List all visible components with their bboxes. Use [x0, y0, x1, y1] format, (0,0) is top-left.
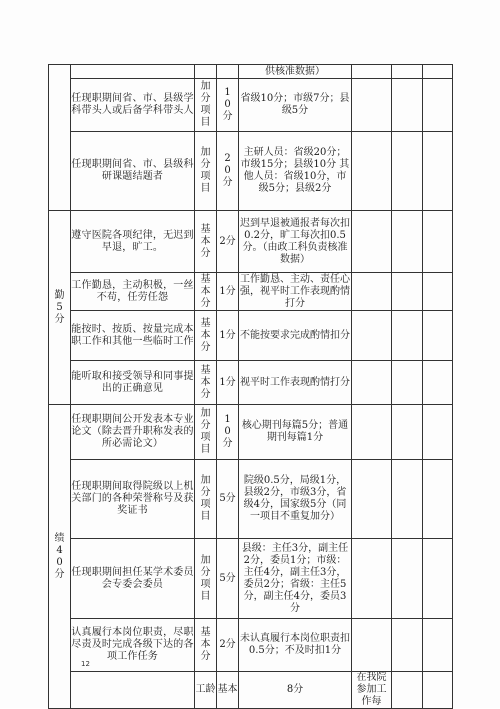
blank-cell	[352, 132, 392, 211]
score-cell: 5分	[217, 460, 239, 539]
item-cell: 工龄	[195, 672, 217, 709]
blank-cell	[352, 273, 392, 311]
score-cell: 8分	[239, 672, 352, 709]
standard-cell: 不能按要求完成酌情扣分	[239, 311, 352, 361]
score-cell	[217, 65, 239, 79]
type-cell: 基本分	[195, 361, 217, 405]
type-cell: 加分项目	[195, 460, 217, 539]
type-cell: 基本	[217, 672, 239, 709]
blank-cell	[392, 79, 423, 132]
item-cell: 能听取和接受领导和同事提出的正确意见	[71, 361, 195, 405]
table-row	[49, 79, 453, 132]
blank-cell	[392, 65, 423, 79]
blank-cell	[423, 361, 453, 405]
blank-cell	[352, 79, 392, 132]
table-row	[49, 65, 453, 79]
page-number: 12	[81, 660, 90, 668]
type-cell	[195, 65, 217, 79]
type-cell: 加分项目	[195, 405, 217, 460]
score-cell: 1分	[217, 361, 239, 405]
item-cell	[71, 65, 195, 79]
blank-cell	[352, 405, 392, 460]
blank-cell	[352, 361, 392, 405]
item-cell: 任现职期间省、市、县级学科带头人或后备学科带头人	[71, 79, 195, 132]
type-cell: 基本分	[195, 619, 217, 672]
table-row	[49, 619, 453, 672]
table-row	[49, 672, 453, 709]
standard-cell: 在我院参加工作每	[352, 672, 392, 709]
standard-cell: 主研人员：省级20分；市级15分；县级10分 其他人员：省级10分，市级5分；县级2分	[239, 132, 352, 211]
type-cell: 加分项目	[195, 79, 217, 132]
blank-cell	[423, 539, 453, 619]
blank-cell	[352, 211, 392, 273]
standard-cell: 未认真履行本岗位职责扣0.5分；不及时扣1分	[239, 619, 352, 672]
blank-cell	[392, 132, 423, 211]
standard-cell: 供核准数据）	[239, 65, 352, 79]
score-cell: 1分	[217, 311, 239, 361]
item-cell: 能按时、按质、按量完成本职工作和其他一些临时工作	[71, 311, 195, 361]
table-row	[49, 211, 453, 273]
blank-cell	[423, 211, 453, 273]
blank-cell	[352, 619, 392, 672]
blank-cell	[423, 311, 453, 361]
table-row	[49, 539, 453, 619]
table-row	[49, 273, 453, 311]
item-cell: 工作勤恳，主动积极，一丝不苟，任劳任怨	[71, 273, 195, 311]
score-cell: 10分	[217, 79, 239, 132]
item-cell: 任现职期间担任某学术委员会专委会委员	[71, 539, 195, 619]
standard-cell: 迟到早退被通报者每次扣0.2分，旷工每次扣0.5分。（由政工科负责核准数据）	[239, 211, 352, 273]
type-cell: 基本分	[195, 273, 217, 311]
category-cell-empty	[71, 672, 195, 709]
blank-cell	[423, 273, 453, 311]
score-cell: 2分	[217, 619, 239, 672]
table-row	[49, 132, 453, 211]
blank-cell	[392, 311, 423, 361]
blank-cell	[423, 405, 453, 460]
table-row	[49, 405, 453, 460]
category-cell-attendance: 勤5分	[49, 211, 71, 405]
standard-cell: 核心期刊每篇5分；普通期刊每篇1分	[239, 405, 352, 460]
blank-cell	[423, 619, 453, 672]
score-cell: 5分	[217, 539, 239, 619]
blank-cell	[423, 672, 453, 709]
item-cell: 任现职期间公开发表本专业论文（除去晋升职称发表的所必需论文）	[71, 405, 195, 460]
item-cell: 任现职期间取得院级以上机关部门的各种荣誉称号及获奖证书	[71, 460, 195, 539]
table-row	[49, 311, 453, 361]
blank-cell	[392, 619, 423, 672]
blank-cell	[392, 672, 423, 709]
standard-cell: 省级10分；市级7分；县级5分	[239, 79, 352, 132]
item-cell: 遵守医院各项纪律，无迟到早退，旷工。	[71, 211, 195, 273]
blank-cell	[423, 65, 453, 79]
score-cell: 10分	[217, 405, 239, 460]
category-cell-performance: 绩40分	[49, 405, 71, 709]
blank-cell	[392, 460, 423, 539]
blank-cell	[352, 311, 392, 361]
blank-cell	[352, 539, 392, 619]
type-cell: 基本分	[195, 311, 217, 361]
standard-cell: 视平时工作表现酌情打分	[239, 361, 352, 405]
blank-cell	[423, 460, 453, 539]
score-cell: 20分	[217, 132, 239, 211]
blank-cell	[392, 539, 423, 619]
type-cell: 加分项目	[195, 132, 217, 211]
table-row	[49, 361, 453, 405]
standard-cell: 院级0.5分，局级1分，县级2分，市级3分，省级4分，国家级5分（同一项目不重复加分）	[239, 460, 352, 539]
blank-cell	[392, 273, 423, 311]
type-cell: 基本分	[195, 211, 217, 273]
blank-cell	[352, 65, 392, 79]
blank-cell	[423, 79, 453, 132]
blank-cell	[392, 405, 423, 460]
score-cell: 2分	[217, 211, 239, 273]
type-cell: 加分项目	[195, 539, 217, 619]
item-cell: 任现职期间省、市、县级科研课题结题者	[71, 132, 195, 211]
blank-cell	[423, 132, 453, 211]
item-cell: 认真履行本岗位职责，尽职尽责及时完成各级下达的各项工作任务	[71, 619, 195, 672]
evaluation-table	[48, 64, 453, 709]
standard-cell: 工作勤恳、主动、责任心强，视平时工作表现酌情打分	[240, 273, 350, 309]
category-cell-continued	[49, 65, 71, 211]
blank-cell	[392, 211, 423, 273]
table-row	[49, 460, 453, 539]
score-cell: 1分	[217, 273, 239, 311]
blank-cell	[352, 460, 392, 539]
blank-cell	[392, 361, 423, 405]
standard-cell: 县级：主任3分，副主任2分，委员1分；市级：主任4分，副主任3分，委员2分；省级：主任5分，副主任4分，委员3分	[239, 539, 352, 619]
